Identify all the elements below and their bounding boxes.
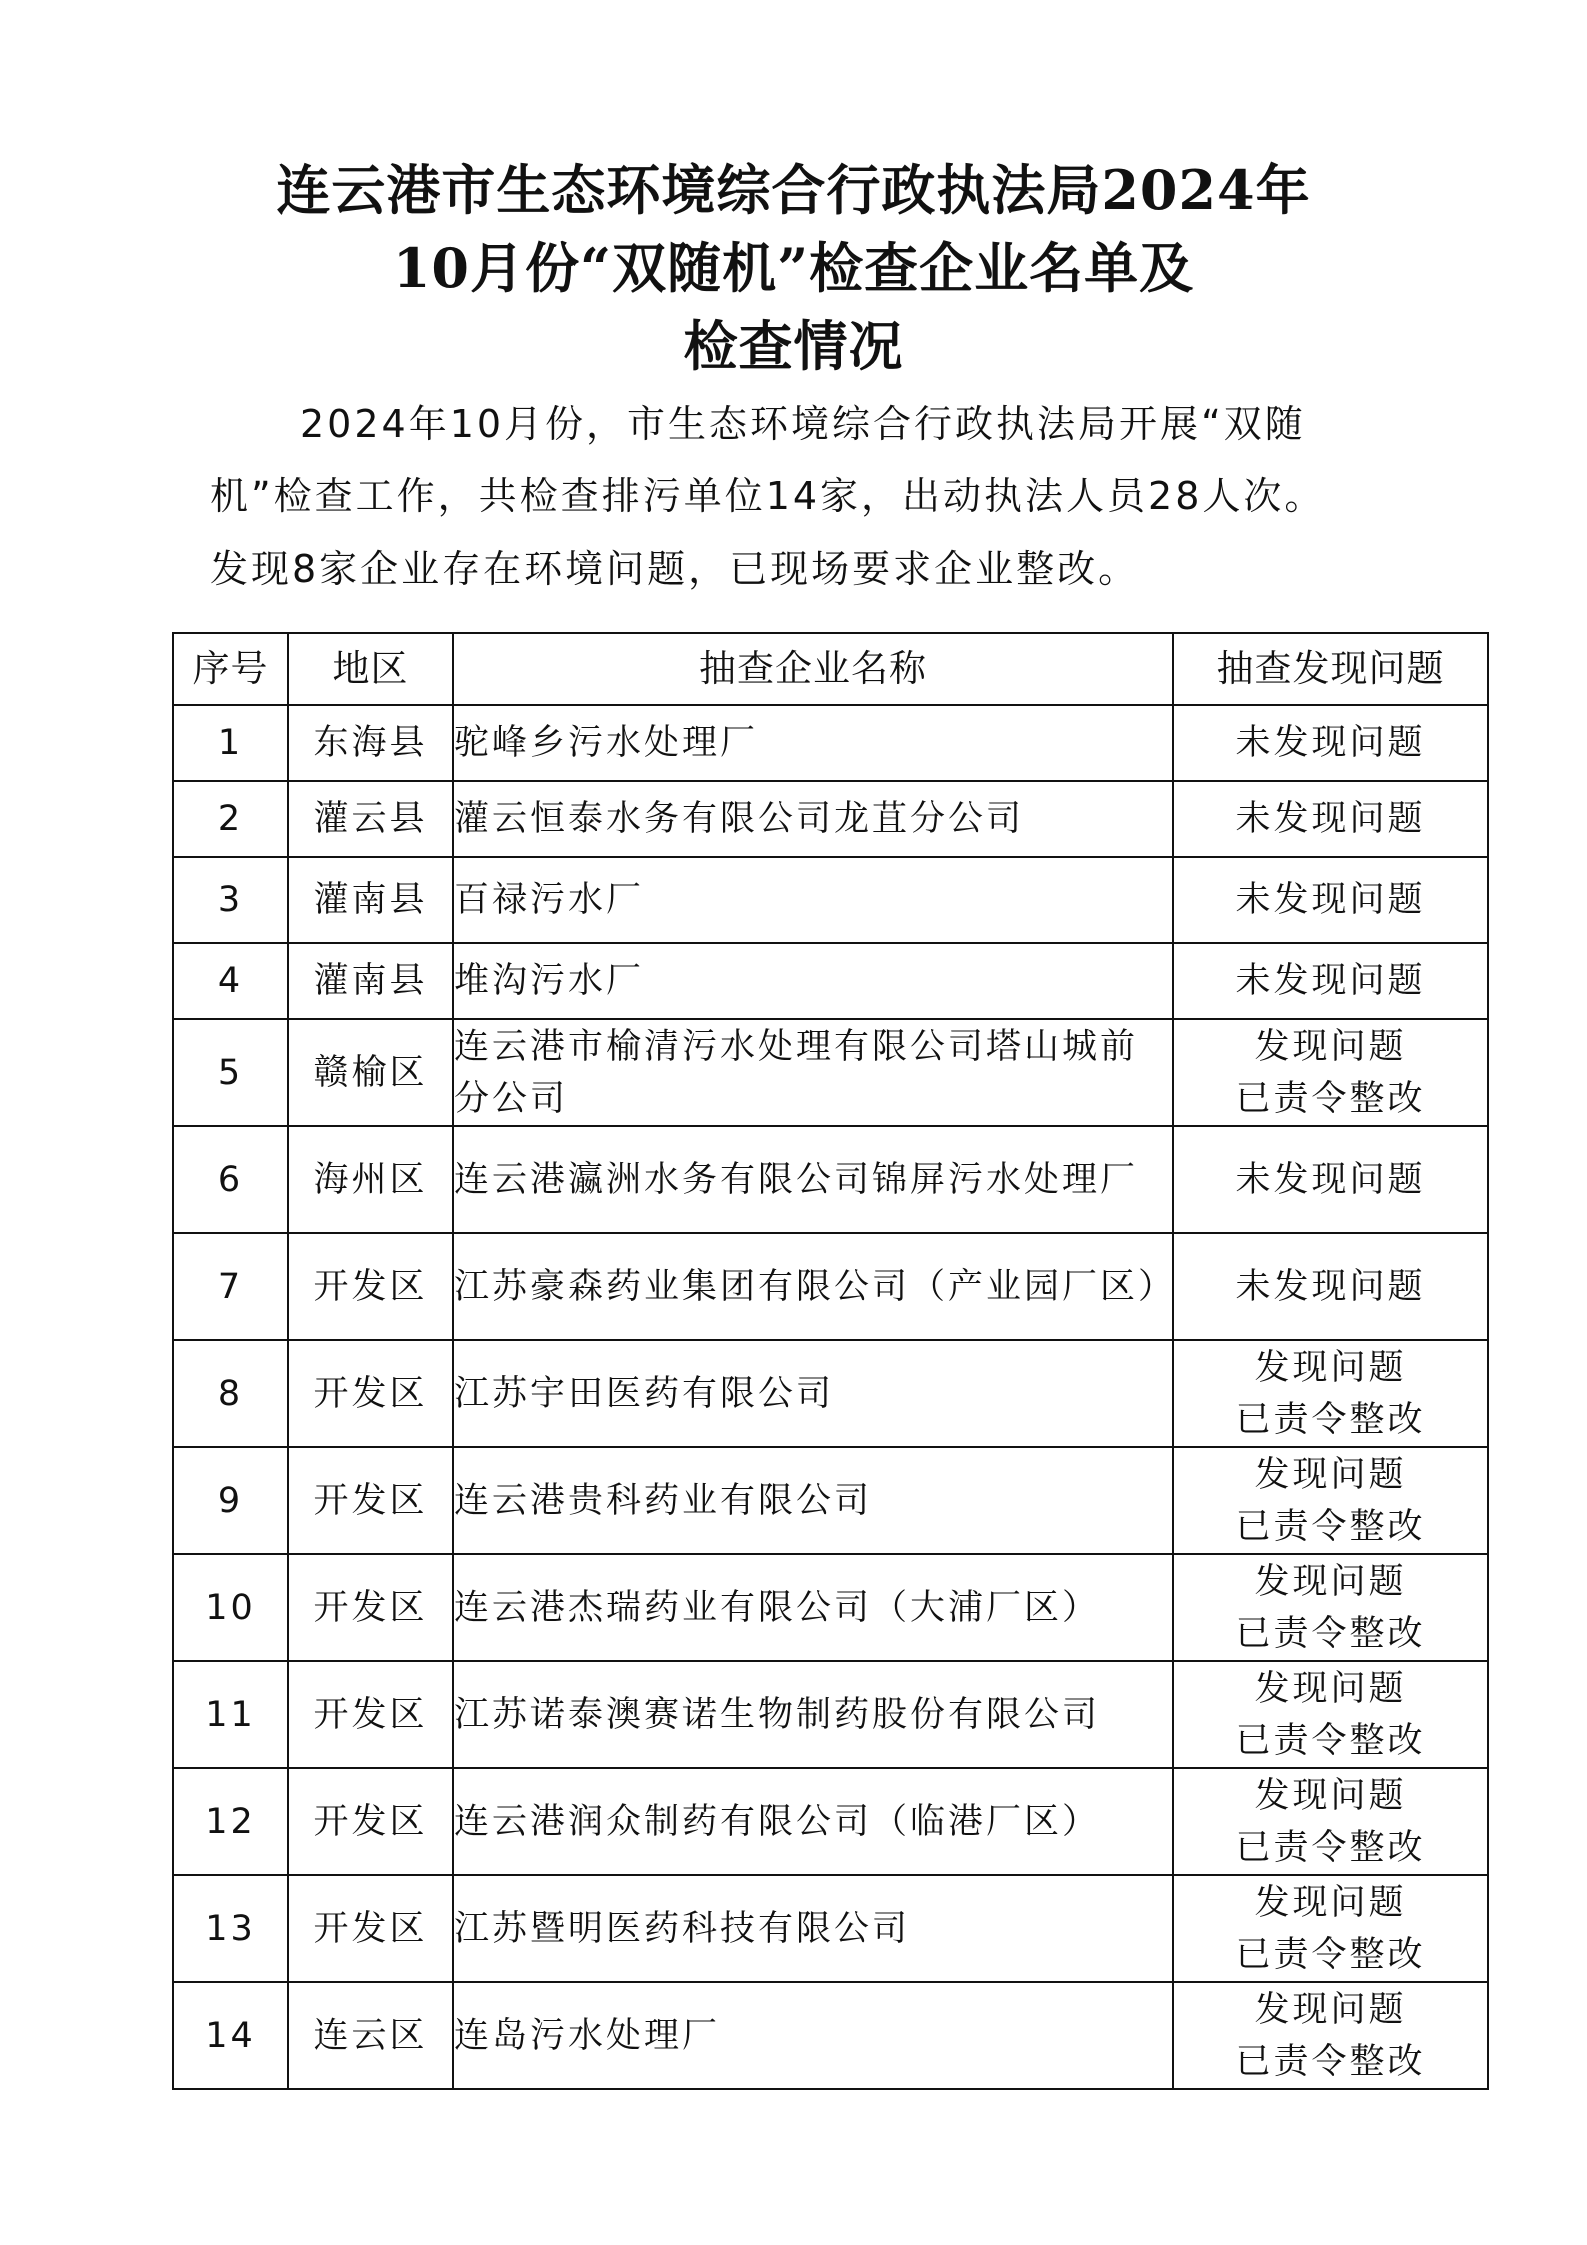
result-line: 发现问题 [1254,1026,1407,1067]
table-row [173,1447,1488,1554]
intro-line-3: 发现8家企业存在环境问题，已现场要求企业整改。 [210,547,1140,591]
cell-area: 开发区 [288,1233,453,1340]
result-line: 未发现问题 [1235,723,1426,763]
cell-no: 9 [173,1447,288,1554]
cell-area: 灌南县 [288,943,453,1019]
result-line: 未发现问题 [1235,880,1426,920]
cell-result [1173,857,1488,943]
cell-result [1173,1340,1488,1447]
result-line: 已责令整改 [1235,1613,1426,1654]
result-line: 已责令整改 [1235,1506,1426,1547]
intro-line-1: 2024年10月份，市生态环境综合行政执法局开展“双随 [300,402,1306,446]
cell-area: 东海县 [288,705,453,781]
cell-result [1173,1982,1488,2089]
cell-enterprise-name: 江苏暨明医药科技有限公司 [453,1875,1173,1982]
result-line: 已责令整改 [1235,1827,1426,1868]
result-line: 未发现问题 [1235,799,1426,839]
cell-enterprise-name: 连岛污水处理厂 [453,1982,1173,2089]
cell-no: 1 [173,705,288,781]
cell-area: 连云区 [288,1982,453,2089]
intro-line-2: 机”检查工作，共检查排污单位14家，出动执法人员28人次。 [210,474,1326,518]
result-line: 发现问题 [1254,1882,1407,1923]
header-name: 抽查企业名称 [453,633,1173,705]
cell-enterprise-name: 灌云恒泰水务有限公司龙苴分公司 [453,781,1173,857]
title-line-2: 10月份“双随机”检查企业名单及 [392,236,1195,300]
cell-area: 开发区 [288,1340,453,1447]
table-row [173,1126,1488,1233]
table-row [173,781,1488,857]
result-line: 已责令整改 [1235,1934,1426,1975]
table-header-row [173,633,1488,705]
cell-no: 10 [173,1554,288,1661]
cell-result [1173,705,1488,781]
table-row [173,705,1488,781]
table-row [173,1661,1488,1768]
cell-enterprise-name: 江苏宇田医药有限公司 [453,1340,1173,1447]
cell-no: 8 [173,1340,288,1447]
inspection-table [172,632,1489,2090]
result-line: 未发现问题 [1235,1266,1426,1307]
cell-enterprise-name: 连云港瀛洲水务有限公司锦屏污水处理厂 [453,1126,1173,1233]
cell-result [1173,1661,1488,1768]
cell-enterprise-name: 江苏豪森药业集团有限公司（产业园厂区） [453,1233,1173,1340]
cell-enterprise-name: 驼峰乡污水处理厂 [453,705,1173,781]
header-result: 抽查发现问题 [1173,633,1488,705]
cell-no: 4 [173,943,288,1019]
cell-no: 6 [173,1126,288,1233]
cell-area: 灌云县 [288,781,453,857]
result-line: 未发现问题 [1235,961,1426,1001]
header-area: 地区 [288,633,453,705]
cell-enterprise-name: 连云港杰瑞药业有限公司（大浦厂区） [453,1554,1173,1661]
cell-area: 开发区 [288,1661,453,1768]
table-body [173,705,1488,2089]
cell-enterprise-name: 堆沟污水厂 [453,943,1173,1019]
cell-no: 3 [173,857,288,943]
cell-result [1173,781,1488,857]
table-row [173,1554,1488,1661]
cell-no: 12 [173,1768,288,1875]
cell-area: 开发区 [288,1554,453,1661]
cell-enterprise-name: 江苏诺泰澳赛诺生物制药股份有限公司 [453,1661,1173,1768]
result-line: 已责令整改 [1235,1078,1426,1119]
result-line: 未发现问题 [1235,1159,1426,1200]
cell-no: 11 [173,1661,288,1768]
table-row [173,1340,1488,1447]
cell-enterprise-name: 连云港市榆清污水处理有限公司塔山城前分公司 [453,1019,1173,1126]
result-line: 发现问题 [1254,1347,1407,1388]
table-row [173,857,1488,943]
cell-no: 14 [173,1982,288,2089]
cell-result [1173,1126,1488,1233]
table-row [173,1768,1488,1875]
cell-no: 13 [173,1875,288,1982]
result-line: 已责令整改 [1235,2041,1426,2082]
cell-no: 5 [173,1019,288,1126]
result-line: 已责令整改 [1235,1399,1426,1440]
cell-enterprise-name: 百禄污水厂 [453,857,1173,943]
title-line-3: 检查情况 [683,314,904,378]
cell-result [1173,1554,1488,1661]
table-row [173,1019,1488,1126]
result-line: 发现问题 [1254,1561,1407,1602]
table-row [173,1982,1488,2089]
cell-result [1173,1875,1488,1982]
cell-area: 海州区 [288,1126,453,1233]
cell-result [1173,1447,1488,1554]
result-line: 已责令整改 [1235,1720,1426,1761]
cell-no: 2 [173,781,288,857]
result-line: 发现问题 [1254,1775,1407,1816]
cell-area: 开发区 [288,1768,453,1875]
cell-area: 赣榆区 [288,1019,453,1126]
header-no: 序号 [173,633,288,705]
result-line: 发现问题 [1254,1454,1407,1495]
cell-area: 开发区 [288,1875,453,1982]
cell-enterprise-name: 连云港贵科药业有限公司 [453,1447,1173,1554]
cell-result [1173,943,1488,1019]
table-row [173,1875,1488,1982]
table-row [173,943,1488,1019]
cell-enterprise-name: 连云港润众制药有限公司（临港厂区） [453,1768,1173,1875]
cell-no: 7 [173,1233,288,1340]
cell-result [1173,1768,1488,1875]
cell-result [1173,1019,1488,1126]
table-row [173,1233,1488,1340]
cell-area: 开发区 [288,1447,453,1554]
cell-area: 灌南县 [288,857,453,943]
title-line-1: 连云港市生态环境综合行政执法局2024年 [276,158,1311,222]
result-line: 发现问题 [1254,1668,1407,1709]
cell-result [1173,1233,1488,1340]
result-line: 发现问题 [1254,1989,1407,2030]
